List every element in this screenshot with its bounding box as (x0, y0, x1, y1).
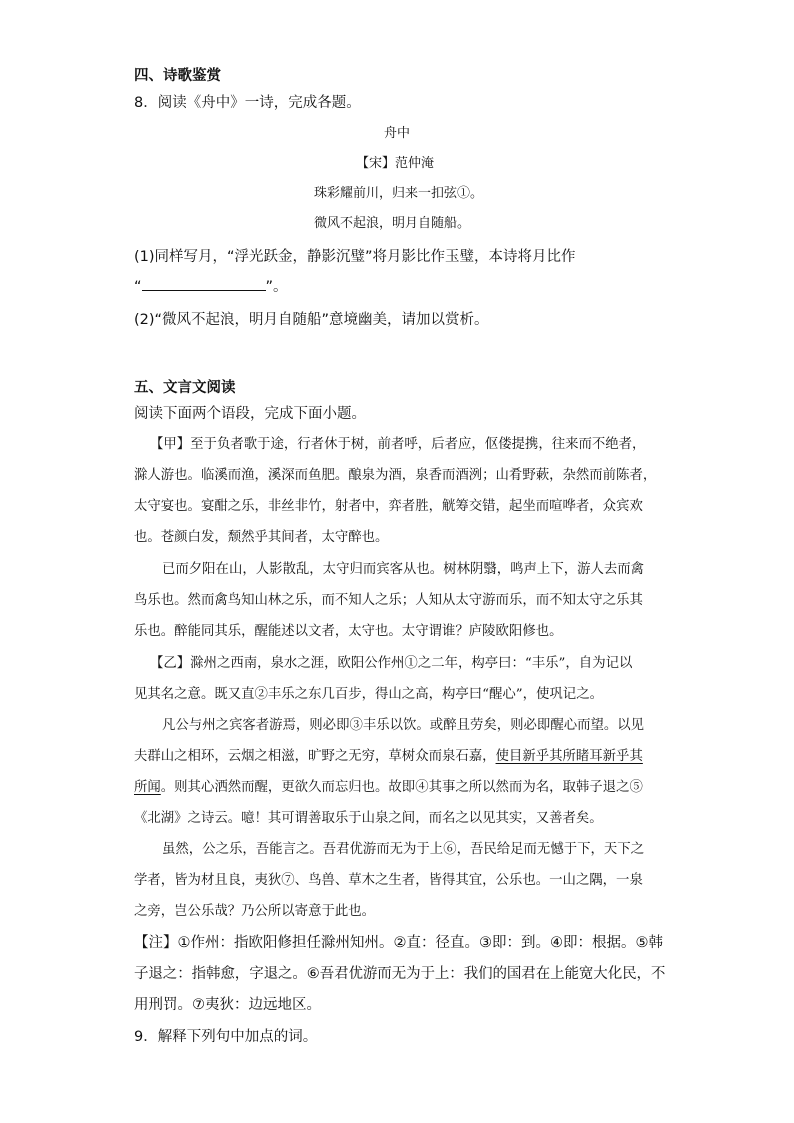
poem-line-1: 珠彩耀前川，归来一扣弦①。 (314, 186, 484, 201)
close-quote: ”。 (265, 279, 288, 295)
passage-jia-line: 太守宴也。宴酣之乐，非丝非竹，射者中，弈者胜，觥筹交错，起坐而喧哗者，众宾欢 (134, 499, 643, 514)
fill-in-blank[interactable] (142, 278, 266, 291)
question-9-prompt: 9．解释下列句中加点的词。 (134, 1029, 318, 1045)
passage-jia-line: 滁人游也。临溪而渔，溪深而鱼肥。酿泉为酒，泉香而酒洌；山肴野蔌，杂然而前陈者， (134, 468, 657, 483)
poem-line-2: 微风不起浪，明月自随船。 (314, 216, 471, 231)
passage-jia-line: 已而夕阳在山，人影散乱，太守归而宾客从也。树林阴翳，鸣声上下，游人去而禽 (162, 562, 645, 577)
question-8-prompt: 8．阅读《舟中》一诗，完成各题。 (134, 95, 361, 111)
annotation-line: 子退之：指韩愈，字退之。⑥吾君优游而无为于上：我们的国君在上能宽大化民，不 (134, 966, 666, 982)
passage-jia-line: 乐也。醉能同其乐，醒能述以文者，太守也。太守谓谁？庐陵欧阳修也。 (134, 624, 563, 639)
passage-yi-line: 凡公与州之宾客者游焉，则必即③丰乐以饮。或醉且劳矣，则必即醒心而望。以见 (162, 718, 645, 733)
poem-author: 【宋】范仲淹 (356, 156, 435, 171)
passage-yi-line: 《北湖》之诗云。噫！其可谓善取乐于山泉之间，而名之以见其实，又善者矣。 (134, 811, 603, 826)
passage-yi-line (134, 745, 643, 764)
passage-text: 。则其心洒然而醒，更欲久而忘归也。故即④其事之所以然而为名，取韩子退之⑤ (160, 780, 643, 795)
answer-blank-line (134, 275, 288, 296)
passage-jia-line: 【甲】至于负者歌于途，行者休于树，前者呼，后者应，伛偻提携，往来而不绝者， (150, 437, 646, 452)
passage-yi-line: 学者，皆为材且良，夷狄⑦、鸟兽、草木之生者，皆得其宜，公乐也。一山之隅，一泉 (134, 873, 643, 888)
passage-jia-line: 鸟乐也。然而禽鸟知山林之乐，而不知人之乐；人知从太守游而乐，而不知太守之乐其 (134, 593, 643, 608)
question-8-sub-2: (2)“微风不起浪，明月自随船”意境幽美，请加以赏析。 (134, 312, 489, 328)
section-instruction: 阅读下面两个语段，完成下面小题。 (134, 406, 366, 422)
passage-text: 夫群山之相环，云烟之相滋，旷野之无穷，草树众而泉石嘉， (134, 749, 496, 764)
passage-yi-line: 虽然，公之乐，吾能言之。吾君优游而无为于上⑥，吾民给足而无憾于下，天下之 (162, 842, 645, 857)
passage-yi-line (134, 776, 643, 795)
poem-title: 舟中 (384, 126, 411, 141)
passage-jia-line: 也。苍颜白发，颓然乎其间者，太守醉也。 (134, 530, 389, 545)
section-heading-poetry: 四、诗歌鉴赏 (134, 68, 221, 84)
annotation-line: 用刑罚。⑦夷狄：边远地区。 (134, 997, 321, 1013)
passage-yi-line: 之旁，岂公乐哉？乃公所以寄意于此也。 (134, 904, 376, 919)
passage-yi-line: 见其名之意。既又直②丰乐之东几百步，得山之高，构亭曰“醒心”，使巩记之。 (134, 687, 603, 702)
annotation-line: 【注】①作州：指欧阳修担任滁州知州。②直：径直。③即：到。④即：根据。⑤韩 (134, 935, 663, 951)
underlined-sentence: 使目新乎其所睹耳新乎其 (495, 749, 643, 764)
question-8-sub-1: (1)同样写月，“浮光跃金，静影沉璧”将月影比作玉璧，本诗将月比作 (134, 249, 576, 265)
open-quote: “ (134, 279, 142, 295)
underlined-sentence: 所闻 (134, 780, 161, 795)
section-heading-classical: 五、文言文阅读 (134, 380, 236, 396)
passage-yi-line: 【乙】滁州之西南，泉水之涯，欧阳公作州①之二年，构亭曰：“丰乐”，自为记以 (150, 656, 633, 671)
